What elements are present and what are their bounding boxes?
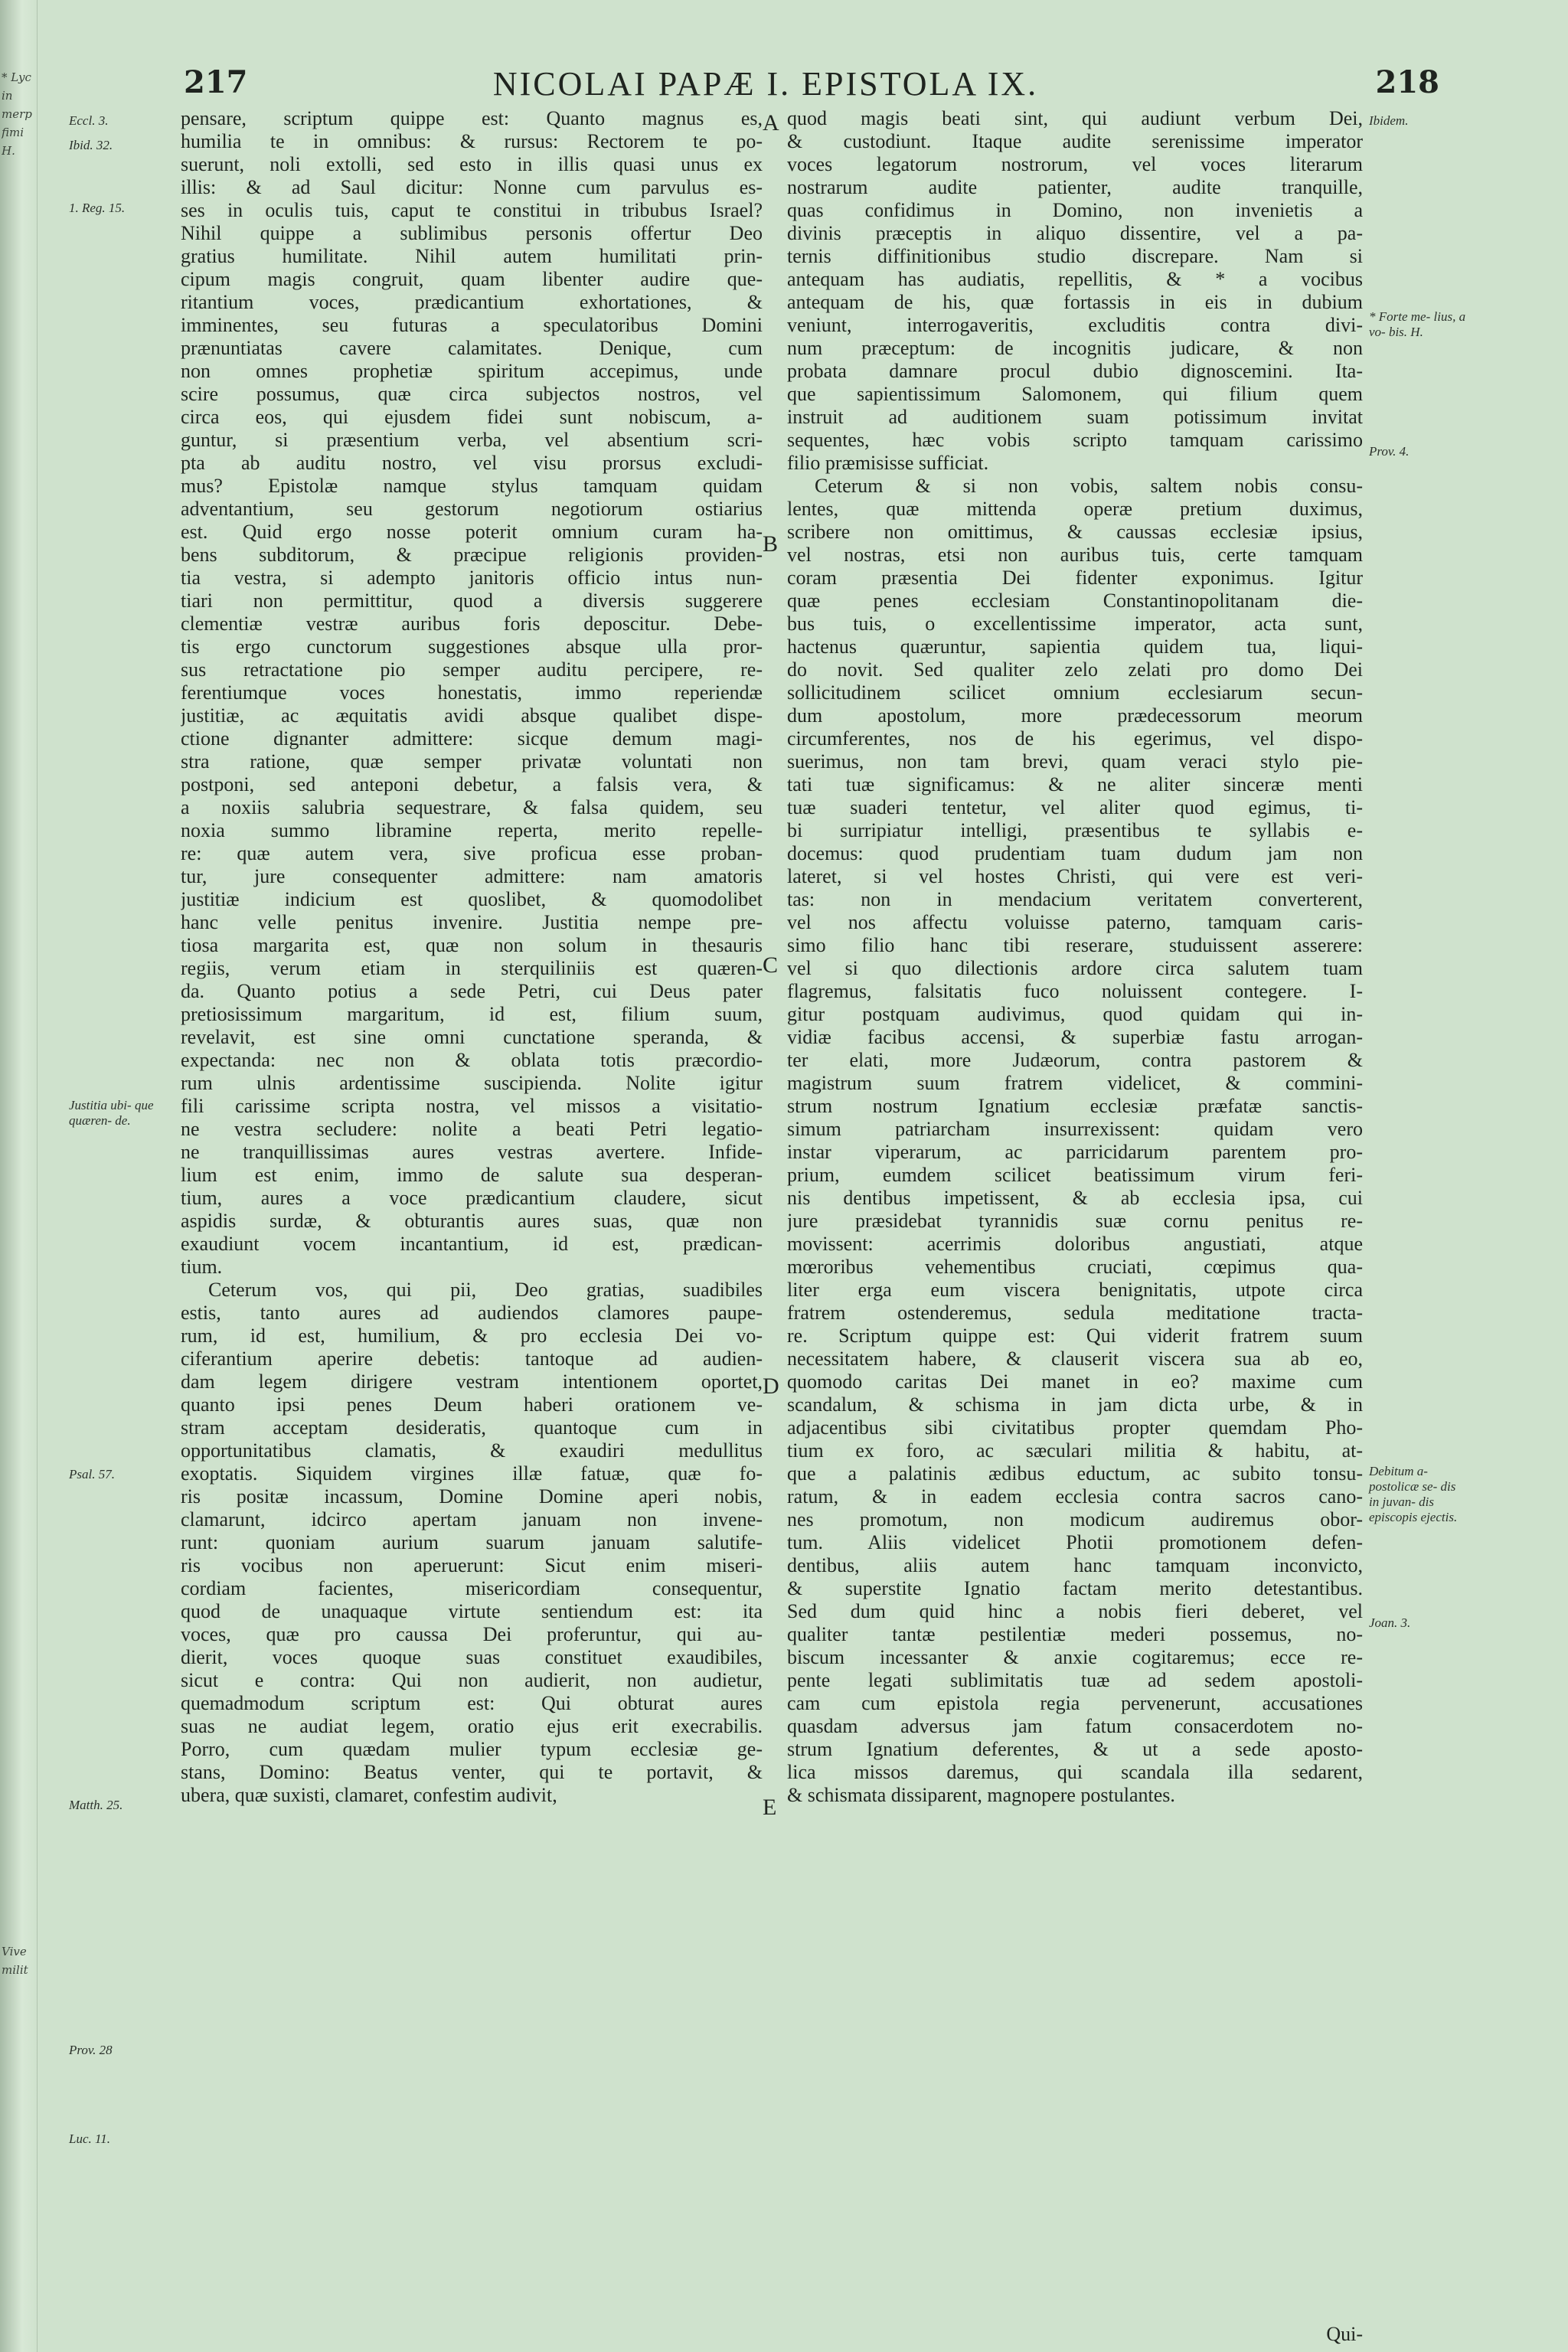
section-letter: A (763, 110, 779, 136)
text-line: dam legem dirigere vestram intentionem oportet, (181, 1370, 763, 1393)
text-line: pretiosissimum margaritum, id est, filium suum, (181, 1003, 763, 1025)
text-line: vel si quo dilectionis ardore circa salutem tuam (787, 957, 1363, 979)
page-number-left: 217 (184, 64, 248, 100)
margin-note: Luc. 11. (69, 2132, 110, 2146)
text-line: tium ex foro, ac sæculari militia & habitu, at- (787, 1439, 1363, 1462)
text-line: ciferantium aperire debetis: tantoque ad audien- (181, 1348, 763, 1370)
text-line: tuæ suaderi tentetur, vel aliter quod egimus, ti- (787, 796, 1363, 818)
text-line: rum, id est, humilium, & pro ecclesia Dei vo- (181, 1325, 763, 1347)
text-line: clamarunt, idcirco apertam januam non invene- (181, 1508, 763, 1530)
gutter-note: Vive (2, 1945, 27, 1958)
text-line: biscum incessanter & anxie cogitaremus; ecce re- (787, 1646, 1363, 1668)
binding-gutter (0, 0, 38, 2352)
gutter-note: fimi (2, 126, 24, 139)
text-line: filio præmisisse sufficiat. (787, 452, 989, 474)
text-line: pensare, scriptum quippe est: Quanto magnus es, (181, 107, 763, 129)
text-line: circumferentes, nos de his egerimus, vel dispo- (787, 727, 1363, 750)
text-line: & superstite Ignatio factam merito detestantibus. (787, 1577, 1363, 1599)
section-letter: B (763, 531, 779, 557)
text-line: sequentes, hæc vobis scripto tamquam carissimo (787, 429, 1363, 451)
margin-note: Eccl. 3. (69, 113, 109, 128)
margin-note: Ibidem. (1369, 113, 1409, 128)
text-line: non omnes prophetiæ spiritum accepimus, unde (181, 360, 763, 382)
text-line: lica missos daremus, qui scandala illa sedarent, (787, 1761, 1363, 1783)
margin-note: * Forte me- lius, a vo- bis. H. (1369, 309, 1466, 339)
text-line: scire possumus, quæ circa subjectos nostros, vel (181, 383, 763, 405)
text-line: tiari non permittitur, quod a diversis suggerere (181, 590, 763, 612)
text-line: Porro, cum quædam mulier typum ecclesiæ ge- (181, 1738, 763, 1760)
text-line: fratrem ostenderemus, sedula meditatione tracta- (787, 1302, 1363, 1324)
text-line: nostrarum audite patienter, audite tranquille, (787, 176, 1363, 198)
text-line: humilia te in omnibus: & rursus: Rectorem te po- (181, 130, 763, 152)
text-line: stra ratione, quæ semper privatæ voluntati non (181, 750, 763, 773)
text-line: prium, eumdem scilicet beatissimum virum feri- (787, 1164, 1363, 1186)
text-line: Nihil quippe a sublimibus personis offertur Deo (181, 222, 763, 244)
margin-note: 1. Reg. 15. (69, 201, 126, 215)
text-line: ubera, quæ suxisti, clamaret, confestim audivit, (181, 1784, 557, 1806)
text-line: jure præsidebat tyrannidis suæ cornu penitus re- (787, 1210, 1363, 1232)
text-line: ternis diffinitionibus studio discrepare. Nam si (787, 245, 1363, 267)
text-line: & custodiunt. Itaque audite serenissime imperator (787, 130, 1363, 152)
text-line: postponi, sed anteponi debetur, a falsis vera, & (181, 773, 763, 795)
text-line: re: quæ autem vera, sive proficua esse proban- (181, 842, 763, 864)
text-line: nis dentibus impetissent, & ab ecclesia ipsa, cui (787, 1187, 1363, 1209)
text-line: da. Quanto potius a sede Petri, cui Deus pater (181, 980, 763, 1002)
text-line: ferentiumque voces honestatis, immo reperiendæ (181, 681, 763, 704)
section-letter: E (763, 1795, 777, 1820)
text-line: quasdam adversus jam fatum consacerdotem no- (787, 1715, 1363, 1737)
text-line: simo filio hanc tibi reserare, studuissent asserere: (787, 934, 1363, 956)
text-line: suerimus, non tam brevi, quam veraci stylo pie- (787, 750, 1363, 773)
margin-note: Debitum a- postolicæ se- dis in juvan- dis episcopis ejectis. (1369, 1464, 1458, 1524)
text-line: tis ergo cunctorum suggestiones absque ulla pror- (181, 635, 763, 658)
text-line: tiosa margarita est, quæ non solum in thesauris (181, 934, 763, 956)
text-line: pta ab auditu nostro, vel visu prorsus excludi- (181, 452, 763, 474)
gutter-note: * Lyc (2, 70, 31, 84)
text-line: runt: quoniam aurium suarum januam salutife- (181, 1531, 763, 1553)
text-line: dentibus, aliis autem hanc tamquam inconvicto, (787, 1554, 1363, 1576)
text-line: strum Ignatium deferentes, & ut a sede aposto- (787, 1738, 1363, 1760)
text-line: ritantium voces, prædicantium exhortationes, & (181, 291, 763, 313)
text-line: do novit. Sed qualiter zelo zelati pro domo Dei (787, 658, 1363, 681)
running-title: NICOLAI PAPÆ I. EPISTOLA IX. (492, 65, 1039, 103)
text-line: ris positæ incassum, Domine Domine aperi nobis, (181, 1485, 763, 1508)
text-line: tia vestra, si adempto janitoris officio intus nun- (181, 567, 763, 589)
text-line: Ceterum & si non vobis, saltem nobis consu- (815, 475, 1363, 497)
margin-note: Prov. 28 (69, 2043, 113, 2057)
text-line: ctione dignanter admittere: sicque demum magi- (181, 727, 763, 750)
gutter-note: merp (2, 107, 32, 121)
text-line: quod de unaquaque virtute sentiendum est: ita (181, 1600, 763, 1622)
text-line: quod magis beati sint, qui audiunt verbum Dei, (787, 107, 1363, 129)
text-line: adjacentibus sibi civitatibus propter quemdam Pho- (787, 1416, 1363, 1439)
text-line: gitur postquam audivimus, quod quidam qui in- (787, 1003, 1363, 1025)
text-line: cam cum epistola regia pervenerunt, accusationes (787, 1692, 1363, 1714)
catchword: Qui- (1326, 2323, 1363, 2345)
text-line: tium, aures a voce prædicantium claudere, sicut (181, 1187, 763, 1209)
text-line: quanto ipsi penes Deum haberi orationem ve- (181, 1393, 763, 1416)
text-line: docemus: quod prudentiam tuam dudum jam non (787, 842, 1363, 864)
text-line: opportunitatibus clamatis, & exaudiri medullitus (181, 1439, 763, 1462)
running-header (46, 64, 1485, 110)
text-line: pente legati sublimitatis tuæ ad sedem apostoli- (787, 1669, 1363, 1691)
text-line: probata damnare procul dubio dignoscemini. Ita- (787, 360, 1363, 382)
text-line: mœroribus vehementibus cruciati, cœpimus qua- (787, 1256, 1363, 1278)
text-line: antequam has audiatis, repellitis, & * a vocibus (787, 268, 1363, 290)
text-line: qualiter tantæ pestilentiæ mederi possemus, no- (787, 1623, 1363, 1645)
text-line: simum patriarcham insurrexissent: quidam vero (787, 1118, 1363, 1140)
text-line: sus retractatione pio semper auditu percipere, re- (181, 658, 763, 681)
text-line: illis: & ad Saul dicitur: Nonne cum parvulus es- (181, 176, 763, 198)
text-line: divinis præceptis in aliquo dissentire, vel a pa- (787, 222, 1363, 244)
text-line: cipum magis congruit, quam libenter audire que- (181, 268, 763, 290)
text-line: stram acceptam desideratis, quantoque cum in (181, 1416, 763, 1439)
text-line: tium. (181, 1256, 223, 1278)
text-line: cordiam facientes, misericordiam consequentur, (181, 1577, 763, 1599)
text-line: que sapientissimum Salomonem, qui filium quem (787, 383, 1363, 405)
text-line: bens subditorum, & præcipue religionis providen- (181, 544, 763, 566)
text-line: suas ne audiat legem, oratio ejus erit execrabilis. (181, 1715, 763, 1737)
text-line: exaudiunt vocem incantantium, id est, prædican- (181, 1233, 763, 1255)
text-line: fili carissime scripta nostra, vel missos a visitatio- (181, 1095, 763, 1117)
text-line: revelavit, est sine omni cunctatione speranda, & (181, 1026, 763, 1048)
text-line: vidiæ facibus accensi, & superbiæ fastu arrogan- (787, 1026, 1363, 1048)
page-number-right: 218 (1375, 64, 1439, 100)
text-line: vel nos affectu voluisse paterno, tamquam caris- (787, 911, 1363, 933)
text-line: scandalum, & schisma in jam dicta urbe, & in (787, 1393, 1363, 1416)
text-line: sollicitudinem scilicet omnium ecclesiarum secun- (787, 681, 1363, 704)
text-line: & schismata dissiparent, magnopere postulantes. (787, 1784, 1175, 1806)
text-line: guntur, si præsentium verba, vel absentium scri- (181, 429, 763, 451)
text-line: regiis, verum etiam in sterquiliniis est quæren- (181, 957, 763, 979)
text-line: quæ penes ecclesiam Constantinopolitanam die- (787, 590, 1363, 612)
text-line: gratius humilitate. Nihil autem humilitati prin- (181, 245, 763, 267)
text-line: ne vestra secludere: nolite a beati Petri legatio- (181, 1118, 763, 1140)
text-line: ne tranquillissimas aures vestras avertere. Infide- (181, 1141, 763, 1163)
text-line: noxia summo libramine reperta, merito repelle- (181, 819, 763, 841)
text-line: ratum, & in eadem ecclesia contra sacros cano- (787, 1485, 1363, 1508)
text-line: movissent: acerrimis doloribus angustiati, atque (787, 1233, 1363, 1255)
text-line: ris vocibus non aperuerunt: Sicut enim miseri- (181, 1554, 763, 1576)
text-line: quemadmodum scriptum est: Qui obturat aures (181, 1692, 763, 1714)
text-line: prænuntiatas cavere calamitates. Denique, cum (181, 337, 763, 359)
text-line: expectanda: nec non & oblata totis præcordio- (181, 1049, 763, 1071)
text-line: liter erga eum viscera benignitatis, utpote circa (787, 1279, 1363, 1301)
text-line: veniunt, interrogaveritis, excluditis contra divi- (787, 314, 1363, 336)
margin-note: Ibid. 32. (69, 138, 113, 152)
text-line: sicut e contra: Qui non audierit, non audietur, (181, 1669, 763, 1691)
text-line: que a palatinis ædibus eductum, ac subito tonsu- (787, 1462, 1363, 1485)
text-line: Ceterum vos, qui pii, Deo gratias, suadibiles (208, 1279, 763, 1301)
margin-note: Psal. 57. (69, 1467, 115, 1481)
text-line: vel nostras, etsi non auribus tuis, certe tamquam (787, 544, 1363, 566)
margin-note: Matth. 25. (69, 1798, 123, 1812)
text-line: stans, Domino: Beatus venter, qui te portavit, & (181, 1761, 763, 1783)
text-line: instar viperarum, ac parricidarum parentem pro- (787, 1141, 1363, 1163)
text-line: ter elati, more Judæorum, contra pastorem & (787, 1049, 1363, 1071)
text-line: coram præsentia Dei fidenter exponimus. Igitur (787, 567, 1363, 589)
text-line: estis, tanto aures ad audiendos clamores paupe- (181, 1302, 763, 1324)
text-line: tur, jure consequenter admittere: nam amatoris (181, 865, 763, 887)
text-line: hactenus quæruntur, sapientia quidem tua, liqui- (787, 635, 1363, 658)
text-line: adventantium, seu gestorum negotiorum ostiarius (181, 498, 763, 520)
text-line: bus tuis, o excellentissime imperator, acta sunt, (787, 612, 1363, 635)
text-line: instruit ad auditionem suam potissimum invitat (787, 406, 1363, 428)
text-line: suerunt, noli extolli, sed esto in illis quasi unus ex (181, 153, 763, 175)
text-line: magistrum suum fratrem videlicet, & commini- (787, 1072, 1363, 1094)
left-text-column (181, 107, 763, 1807)
text-line: dierit, voces quoque suas constituet exaudibiles, (181, 1646, 763, 1668)
text-line: tas: non in mendacium veritatem converterent, (787, 888, 1363, 910)
text-line: quas confidimus in Domino, non invenietis a (787, 199, 1363, 221)
text-line: bi surripiatur intelligi, præsentibus te syllabis e- (787, 819, 1363, 841)
text-line: voces legatorum nostrorum, vel voces literarum (787, 153, 1363, 175)
right-text-column (787, 107, 1363, 1807)
text-line: rum ulnis ardentissime suscipienda. Nolite igitur (181, 1072, 763, 1094)
text-line: dum apostolum, more prædecessorum meorum (787, 704, 1363, 727)
text-line: hanc velle penitus invenire. Justitia nempe pre- (181, 911, 763, 933)
margin-note: Justitia ubi- que quæren- de. (69, 1098, 154, 1128)
text-line: flagremus, falsitatis fuco noluissent contegere. I- (787, 980, 1363, 1002)
text-line: exoptatis. Siquidem virgines illæ fatuæ, quæ fo- (181, 1462, 763, 1485)
margin-note: Prov. 4. (1369, 444, 1410, 459)
text-line: lateret, si vel hostes Christi, qui vere est veri- (787, 865, 1363, 887)
text-line: justitiæ indicium est quoslibet, & quomodolibet (181, 888, 763, 910)
text-line: tati tuæ significamus: & ne aliter sinceræ menti (787, 773, 1363, 795)
text-line: mus? Epistolæ namque stylus tamquam quidam (181, 475, 763, 497)
text-line: circa eos, qui ejusdem fidei sunt nobiscum, a- (181, 406, 763, 428)
text-line: justitiæ, ac æquitatis avidi absque qualibet dispe- (181, 704, 763, 727)
text-line: lentes, quæ mittenda operæ pretium duximus, (787, 498, 1363, 520)
text-line: lium est enim, immo de salute sua desperan- (181, 1164, 763, 1186)
text-line: voces, quæ pro caussa Dei proferuntur, qui au- (181, 1623, 763, 1645)
text-line: re. Scriptum quippe est: Qui viderit fratrem suum (787, 1325, 1363, 1347)
gutter-note: in (2, 89, 13, 103)
text-line: nes promotum, non modicum audiremus obor- (787, 1508, 1363, 1530)
text-line: Sed dum quid hinc a nobis fieri deberet, vel (787, 1600, 1363, 1622)
text-line: num præceptum: de incognitis judicare, & non (787, 337, 1363, 359)
text-line: a noxiis salubria sequestrare, & falsa quidem, seu (181, 796, 763, 818)
text-line: aspidis surdæ, & obturantis aures suas, quæ non (181, 1210, 763, 1232)
text-line: est. Quid ergo nosse poterit omnium curam ha- (181, 521, 763, 543)
text-line: scribere non omittimus, & caussas ecclesiæ ipsius, (787, 521, 1363, 543)
text-line: ses in oculis tuis, caput te constitui in tribubus Israel? (181, 199, 763, 221)
text-line: tum. Aliis videlicet Photii promotionem defen- (787, 1531, 1363, 1553)
margin-note: Joan. 3. (1369, 1615, 1411, 1630)
section-letter: C (763, 952, 779, 978)
section-letter: D (763, 1374, 779, 1399)
text-line: quomodo caritas Dei manet in eo? maxime cum (787, 1370, 1363, 1393)
text-line: antequam de his, quæ fortassis in eis in dubium (787, 291, 1363, 313)
text-line: necessitatem habere, & clauserit viscera sua ab eo, (787, 1348, 1363, 1370)
gutter-note: milit (2, 1963, 28, 1977)
gutter-note: H. (2, 144, 15, 158)
text-line: clementiæ vestræ auribus foris deposcitur. Debe- (181, 612, 763, 635)
text-line: imminentes, seu futuras a speculatoribus Domini (181, 314, 763, 336)
text-line: strum nostrum Ignatium ecclesiæ præfatæ sanctis- (787, 1095, 1363, 1117)
